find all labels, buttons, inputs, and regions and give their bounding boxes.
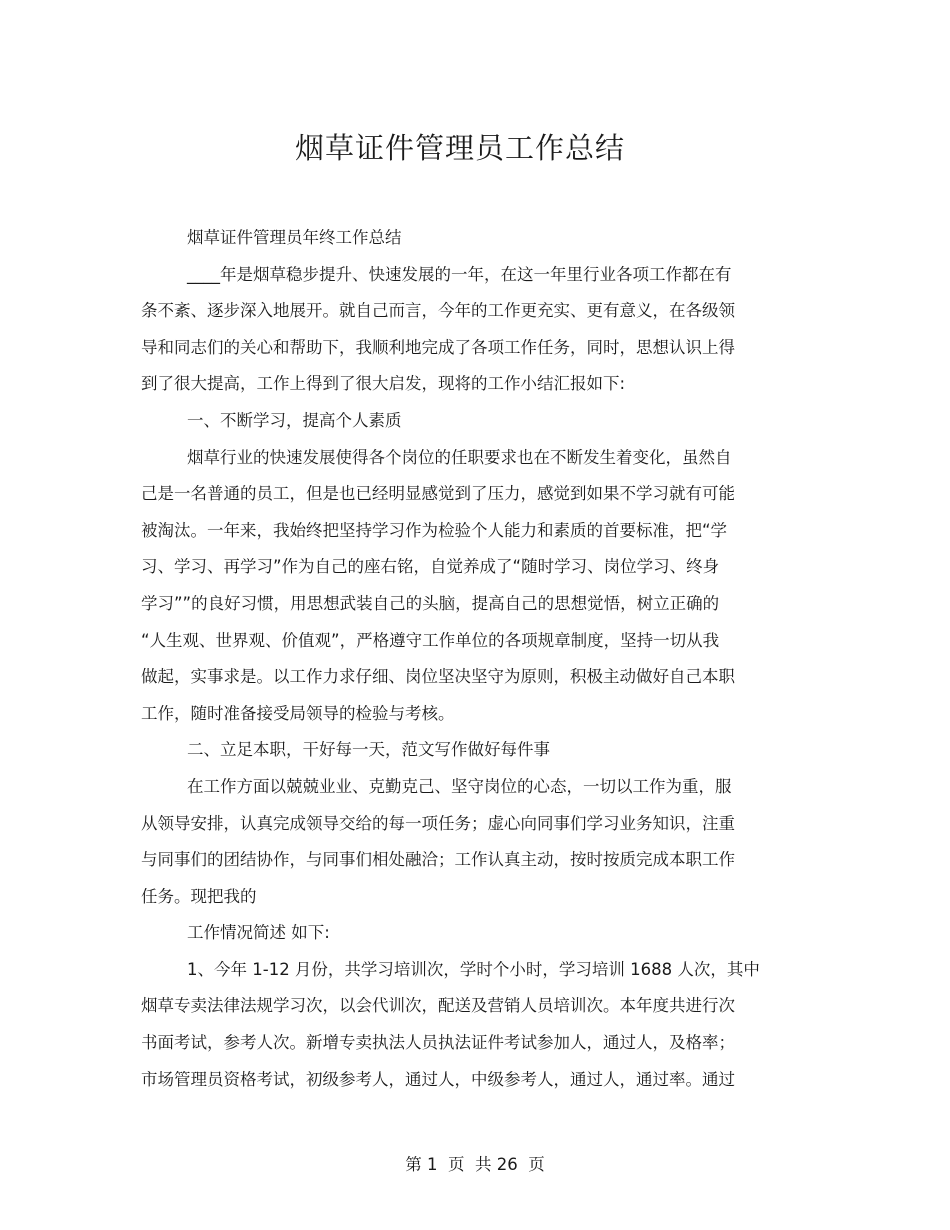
text-line: 在工作方面以兢兢业业、克勤克己、坚守岗位的心态，一切以工作为重，服 <box>187 776 732 796</box>
text-line: 习、学习、再学习”作为自己的座右铭，自觉养成了“随时学习、岗位学习、终身 <box>141 557 720 577</box>
text-line: 一、不断学习，提高个人素质 <box>187 410 402 430</box>
text-line: 被淘汰。一年来，我始终把坚持学习作为检验个人能力和素质的首要标准，把“学 <box>141 520 728 540</box>
text-line: 工作情况简述 如下: <box>187 923 330 943</box>
text-line: 任务。现把我的 <box>141 886 257 906</box>
text-line: 条不紊、逐步深入地展开。就自己而言，今年的工作更充实、更有意义，在各级领 <box>141 301 735 321</box>
text-line: 二、立足本职，干好每一天，范文写作做好每件事 <box>187 740 550 760</box>
text-line: 到了很大提高，工作上得到了很大启发，现将的工作小结汇报如下: <box>141 374 626 394</box>
document-title: 烟草证件管理员工作总结 <box>294 131 625 165</box>
text-line: 与同事们的团结协作，与同事们相处融洽；工作认真主动，按时按质完成本职工作 <box>141 850 735 870</box>
text-line: 工作，随时准备接受局领导的检验与考核。 <box>141 703 455 723</box>
text-line: 从领导安排，认真完成领导交给的每一项任务；虚心向同事们学习业务知识，注重 <box>141 813 735 833</box>
text-line: 1、今年 1-12 月份，共学习培训次，学时个小时，学习培训 1688 人次，其中 <box>187 959 760 979</box>
text-line: 书面考试，参考人次。新增专卖执法人员执法证件考试参加人，通过人，及格率； <box>141 1033 735 1053</box>
text-line: 学习””的良好习惯，用思想武装自己的头脑，提高自己的思想觉悟，树立正确的 <box>141 593 720 613</box>
text-line: 烟草专卖法律法规学习次，以会代训次，配送及营销人员培训次。本年度共进行次 <box>141 996 735 1016</box>
text-line: “人生观、世界观、价值观”，严格遵守工作单位的各项规章制度，坚持一切从我 <box>141 630 720 650</box>
text-line: 导和同志们的关心和帮助下，我顺利地完成了各项工作任务，同时，思想认识上得 <box>141 337 735 357</box>
page-footer: 第 1 页 共 26 页 <box>405 1155 545 1174</box>
text-line: 烟草证件管理员年终工作总结 <box>187 228 402 247</box>
text-line: 烟草行业的快速发展使得各个岗位的任职要求也在不断发生着变化，虽然自 <box>187 447 732 467</box>
text-line: ____年是烟草稳步提升、快速发展的一年，在这一年里行业各项工作都在有 <box>187 264 732 284</box>
text-line: 市场管理员资格考试，初级参考人，通过人，中级参考人，通过人，通过率。通过 <box>141 1069 735 1089</box>
text-line: 己是一名普通的员工，但是也已经明显感觉到了压力，感觉到如果不学习就有可能 <box>141 484 735 504</box>
text-line: 做起，实事求是。以工作力求仔细、岗位坚决坚守为原则，积极主动做好自己本职 <box>141 667 735 687</box>
document-body <box>141 226 781 1104</box>
